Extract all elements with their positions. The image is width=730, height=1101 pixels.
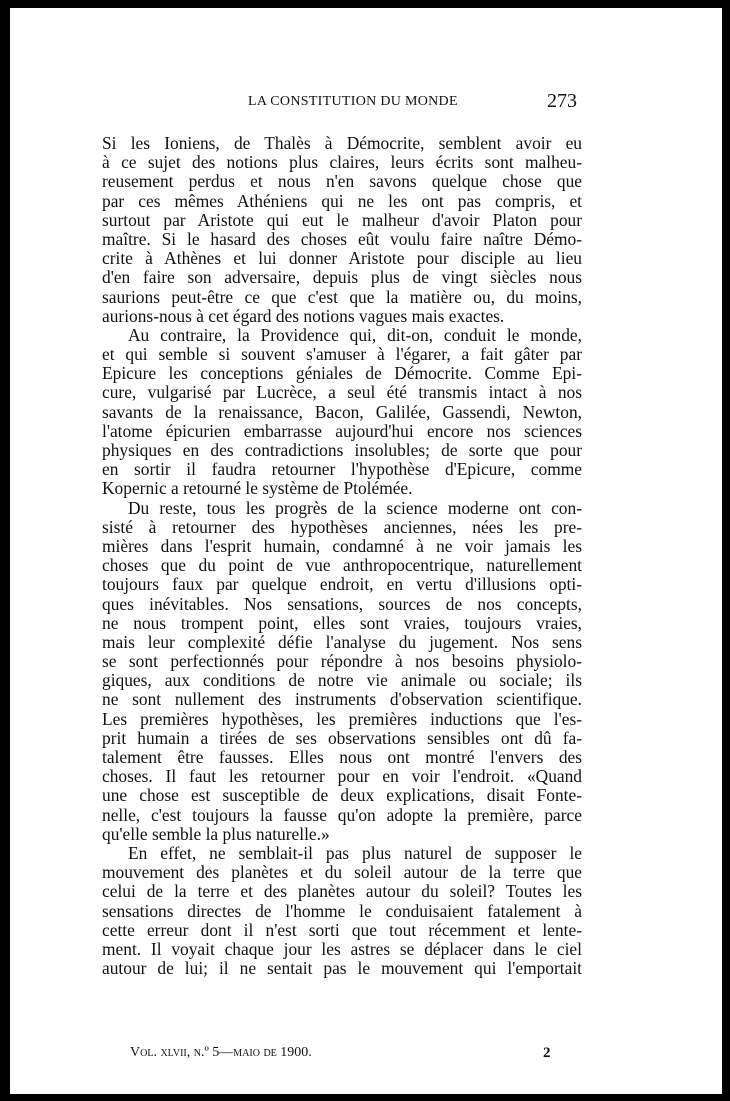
text-line: cure, vulgarisé par Lucrèce, a seul été transmis intact à nos bbox=[102, 382, 582, 403]
text-line: choses que du point de vue anthropocentrique, naturellement bbox=[102, 555, 582, 576]
text-line: maître. Si le hasard des choses eût voulu faire naître Démo- bbox=[102, 228, 582, 249]
text-line: mouvement des planètes et du soleil autour de la terre que bbox=[102, 862, 582, 883]
page-number: 273 bbox=[547, 90, 577, 112]
text-line: talement être fausses. Elles nous ont montré l'envers des bbox=[102, 747, 582, 767]
text-line: Si les Ioniens, de Thalès à Démocrite, semblent avoir eu bbox=[102, 133, 582, 153]
text-line: une chose est susceptible de deux explications, disait Fonte- bbox=[102, 785, 582, 806]
text-line: Kopernic a retourné le système de Ptolémée. bbox=[102, 478, 413, 499]
body-text bbox=[102, 134, 582, 978]
text-line: toujours faux par quelque endroit, en vertu d'illusions opti- bbox=[102, 574, 582, 595]
text-line: reusement perdus et nous n'en savons quelque chose que bbox=[102, 171, 582, 192]
text-line: Au contraire, la Providence qui, dit-on, conduit le monde, bbox=[128, 324, 582, 345]
text-line: sisté à retourner des hypothèses anciennes, nées les pre- bbox=[102, 516, 582, 537]
text-line: cette erreur dont il n'est sorti que tout récemment et lente- bbox=[102, 919, 582, 940]
volume-line: Vol. xlvii, n.º 5—maio de 1900. bbox=[130, 1045, 312, 1060]
text-line: celui de la terre et des planètes autour du soleil? Toutes les bbox=[102, 881, 582, 902]
text-line: physiques en des contradictions insolubles; de sorte que pour bbox=[102, 440, 582, 460]
text-line: choses. Il faut les retourner pour en voir l'endroit. «Quand bbox=[102, 766, 582, 787]
running-title: LA CONSTITUTION DU MONDE bbox=[248, 94, 458, 109]
text-line: surtout par Aristote qui eut le malheur d'avoir Platon pour bbox=[102, 209, 582, 230]
text-line: mières dans l'esprit humain, condamné à ne voir jamais les bbox=[102, 535, 582, 556]
text-line: Du reste, tous les progrès de la science moderne ont con- bbox=[128, 497, 582, 518]
text-line: En effet, ne semblait-il pas plus naturel de supposer le bbox=[128, 842, 582, 863]
text-line: ques inévitables. Nos sensations, sources de nos concepts, bbox=[102, 593, 582, 614]
text-line: saurions peut-être ce que c'est que la matière ou, du moins, bbox=[102, 286, 582, 307]
text-line: par ces mêmes Athéniens qui ne les ont pas compris, et bbox=[102, 190, 582, 211]
text-line: sensations directes de l'homme le conduisaient fatalement à bbox=[102, 900, 582, 921]
text-line: en sortir il faudra retourner l'hypothèse d'Epicure, comme bbox=[102, 459, 582, 480]
text-line: Les premières hypothèses, les premières inductions que l'es- bbox=[102, 708, 582, 729]
text-line: savants de la renaissance, Bacon, Galilée, Gassendi, Newton, bbox=[102, 401, 582, 422]
text-line: d'en faire son adversaire, depuis plus de vingt siècles nous bbox=[102, 267, 582, 288]
text-line: et qui semble si souvent s'amuser à l'égarer, a fait gâter par bbox=[102, 344, 582, 365]
text-line: nelle, c'est toujours la fausse qu'on adopte la première, parce bbox=[102, 804, 582, 825]
text-line: aurions-nous à cet égard des notions vagues mais exactes. bbox=[102, 305, 505, 326]
text-line: giques, aux conditions de notre vie animale ou sociale; ils bbox=[102, 670, 582, 691]
text-line: autour de lui; il ne sentait pas le mouvement qui l'emportait bbox=[102, 958, 582, 979]
text-line: à ce sujet des notions plus claires, leurs écrits sont malheu- bbox=[102, 152, 582, 173]
text-line: ne sont nullement des instruments d'observation scientifique. bbox=[102, 689, 582, 710]
text-line: qu'elle semble la plus naturelle.» bbox=[102, 823, 330, 844]
text-line: ment. Il voyait chaque jour les astres se déplacer dans le ciel bbox=[102, 938, 582, 959]
text-line: l'atome épicurien embarrasse aujourd'hui encore nos sciences bbox=[102, 420, 582, 441]
page-header bbox=[10, 90, 722, 116]
page-footer bbox=[130, 1045, 570, 1065]
text-line: ne nous trompent point, elles sont vraies, toujours vraies, bbox=[102, 612, 582, 633]
signature-mark: 2 bbox=[543, 1045, 551, 1061]
text-line: prit humain a tirées de ses observations sensibles ont dû fa- bbox=[102, 727, 582, 748]
text-line: se sont perfectionnés pour répondre à nos besoins physiolo- bbox=[102, 651, 582, 672]
text-line: crite à Athènes et lui donner Aristote pour disciple au lieu bbox=[102, 248, 582, 269]
text-line: Epicure les conceptions géniales de Démocrite. Comme Epi- bbox=[102, 363, 582, 384]
text-line: mais leur complexité défie l'analyse du jugement. Nos sens bbox=[102, 631, 582, 652]
book-page bbox=[10, 8, 722, 1094]
